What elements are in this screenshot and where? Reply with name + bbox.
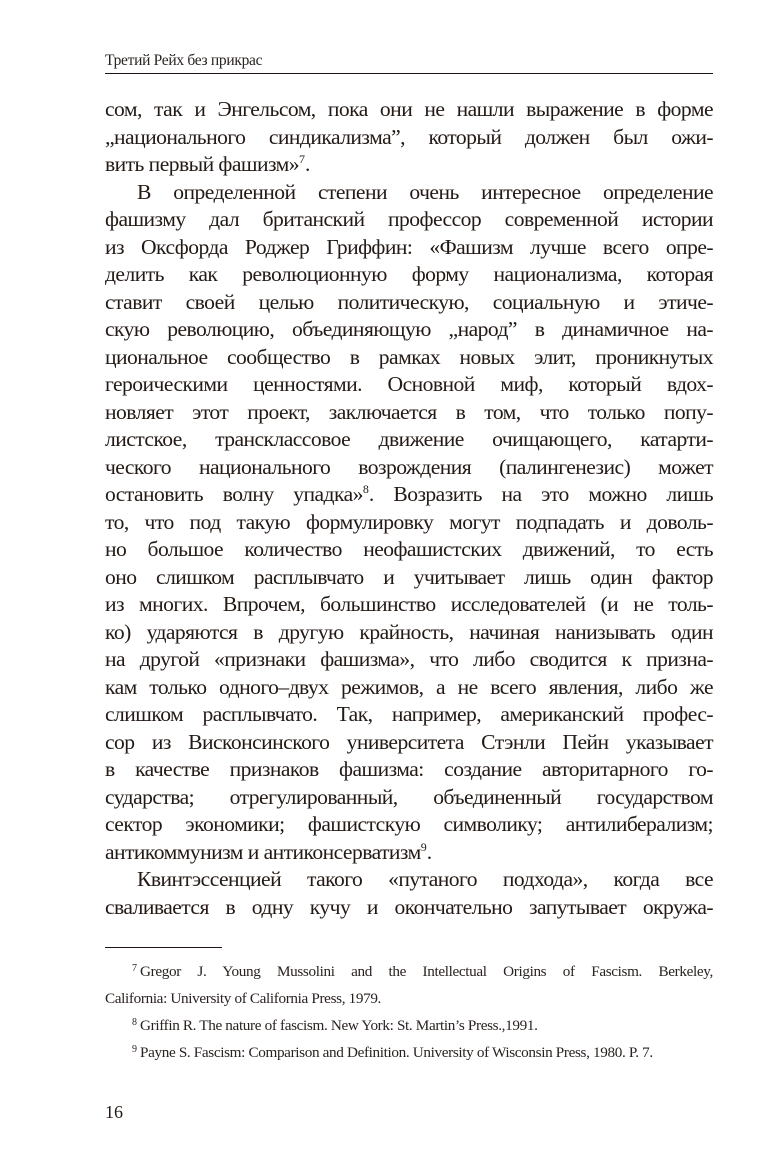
text-line [105, 536, 713, 564]
text-line-content: из Оксфорда Роджер Гриффин: «Фашизм лучше всего опре- [105, 234, 713, 259]
footnote-reference[interactable]: 8 [362, 482, 369, 496]
text-line [105, 124, 713, 152]
footnote-text: Payne S. Fascism: Comparison and Definition. University of Wisconsin Press, 1980. P. 7. [140, 1044, 653, 1061]
text-line [105, 371, 713, 399]
text-line [105, 289, 713, 317]
footnote-7 [105, 958, 713, 985]
text-line-content: из многих. Впрочем, большинство исследователей (и не толь- [105, 592, 713, 616]
footnote-separator [105, 947, 222, 948]
text-line-content: ставит своей целью политическую, социальную и этиче- [105, 289, 713, 314]
text-line [105, 151, 713, 179]
text-line [105, 756, 713, 784]
footnote-mark: 9 [132, 1044, 137, 1055]
text-line-content: на другой «признаки фашизма», что либо сводится к призна- [105, 647, 713, 671]
text-line [105, 811, 713, 839]
text-line [105, 591, 713, 619]
footnote-text: Griffin R. The nature of fascism. New York: St. Martin’s Press.,1991. [140, 1017, 538, 1034]
text-line [105, 481, 713, 509]
text-line [105, 729, 713, 757]
text-line-content: остановить волну упадка» [105, 482, 363, 506]
text-line-content: „национального синдикализма”, который должен был ожи- [105, 124, 713, 149]
text-line [105, 701, 713, 729]
text-line-content: вить первый фашизм» [105, 152, 300, 176]
text-line [105, 866, 713, 894]
text-line-content: сваливается в одну кучу и окончательно запутывает окружа- [105, 894, 713, 919]
text-line-continuation: . Возразить на это можно лишь [368, 482, 713, 506]
running-title: Третий Рейх без прикрас [105, 52, 263, 69]
text-line [105, 261, 713, 289]
text-line [105, 784, 713, 812]
text-line-content: Квинтэссенцией такого «путаного подхода», когда все [137, 867, 713, 891]
text-line [105, 509, 713, 537]
text-line-content: В определенной степени очень интересное определение [137, 179, 713, 204]
text-line [105, 619, 713, 647]
text-line-content: сударства; отрегулированный, объединенный государством [105, 784, 713, 809]
text-line [105, 646, 713, 674]
footnote-9 [105, 1039, 713, 1066]
text-line-content: ко) ударяются в другую крайность, начиная нанизывать один [105, 619, 713, 644]
footnote-7-continued: California: University of California Press, 1979. [105, 990, 382, 1007]
text-line [105, 344, 713, 372]
text-line-content: антикоммунизм и антиконсерватизм [105, 839, 421, 864]
footnote-mark: 8 [132, 1017, 137, 1028]
footnote-reference[interactable]: 9 [420, 839, 427, 854]
text-line-content: скую революцию, объединяющую „народ” в динамичное на- [105, 317, 713, 341]
text-line-content: героическими ценностями. Основной миф, который вдох- [105, 372, 713, 396]
text-line [105, 564, 713, 592]
header-rule [105, 73, 713, 74]
text-line-content: новляет этот проект, заключается в том, что только попу- [105, 399, 713, 424]
text-line-content: делить как революционную форму национализма, которая [105, 262, 713, 286]
text-line-content: сор из Висконсинского университета Стэнли Пейн указывает [105, 729, 713, 754]
footnote-reference[interactable]: 7 [299, 152, 306, 166]
text-line [105, 316, 713, 344]
body-text [105, 96, 713, 921]
text-line-content: листское, трансклассовое движение очищающего, катарти- [105, 427, 713, 451]
text-line-content: сектор экономики; фашистскую символику; антилиберализм; [105, 812, 713, 836]
text-line-content: то, что под такую формулировку могут подпадать и доволь- [105, 509, 713, 534]
text-line-content: циональное сообщество в рамках новых элит, проникнутых [105, 344, 713, 369]
text-line-content: в качестве признаков фашизма: создание авторитарного го- [105, 757, 713, 781]
text-line [105, 399, 713, 427]
footnotes [105, 958, 713, 1066]
text-line [105, 454, 713, 482]
text-line [105, 206, 713, 234]
text-line-content: но большое количество неофашистских движений, то есть [105, 537, 713, 561]
text-line [105, 674, 713, 702]
page-number: 16 [105, 1102, 123, 1122]
text-line [105, 96, 713, 124]
text-line-continuation: . [305, 152, 310, 176]
text-line [105, 179, 713, 207]
text-line-content: ческого национального возрождения (палингенезис) может [105, 454, 713, 479]
text-line-content: фашизму дал британский профессор современной истории [105, 207, 713, 231]
footnote-mark: 7 [132, 963, 137, 974]
text-line-content: сом, так и Энгельсом, пока они не нашли выражение в форме [105, 97, 713, 121]
footnote-8 [105, 1012, 713, 1039]
text-line-continuation: . [426, 839, 432, 864]
text-line-content: слишком расплывчато. Так, например, американский профес- [105, 702, 713, 726]
text-line [105, 894, 713, 922]
text-line [105, 839, 713, 867]
text-line [105, 234, 713, 262]
text-line-content: кам только одного–двух режимов, а не всего явления, либо же [105, 674, 713, 699]
text-line-content: оно слишком расплывчато и учитывает лишь один фактор [105, 564, 713, 589]
footnote-text: Gregor J. Young Mussolini and the Intellectual Origins of Fascism. Berkeley, [140, 963, 713, 980]
text-line [105, 426, 713, 454]
